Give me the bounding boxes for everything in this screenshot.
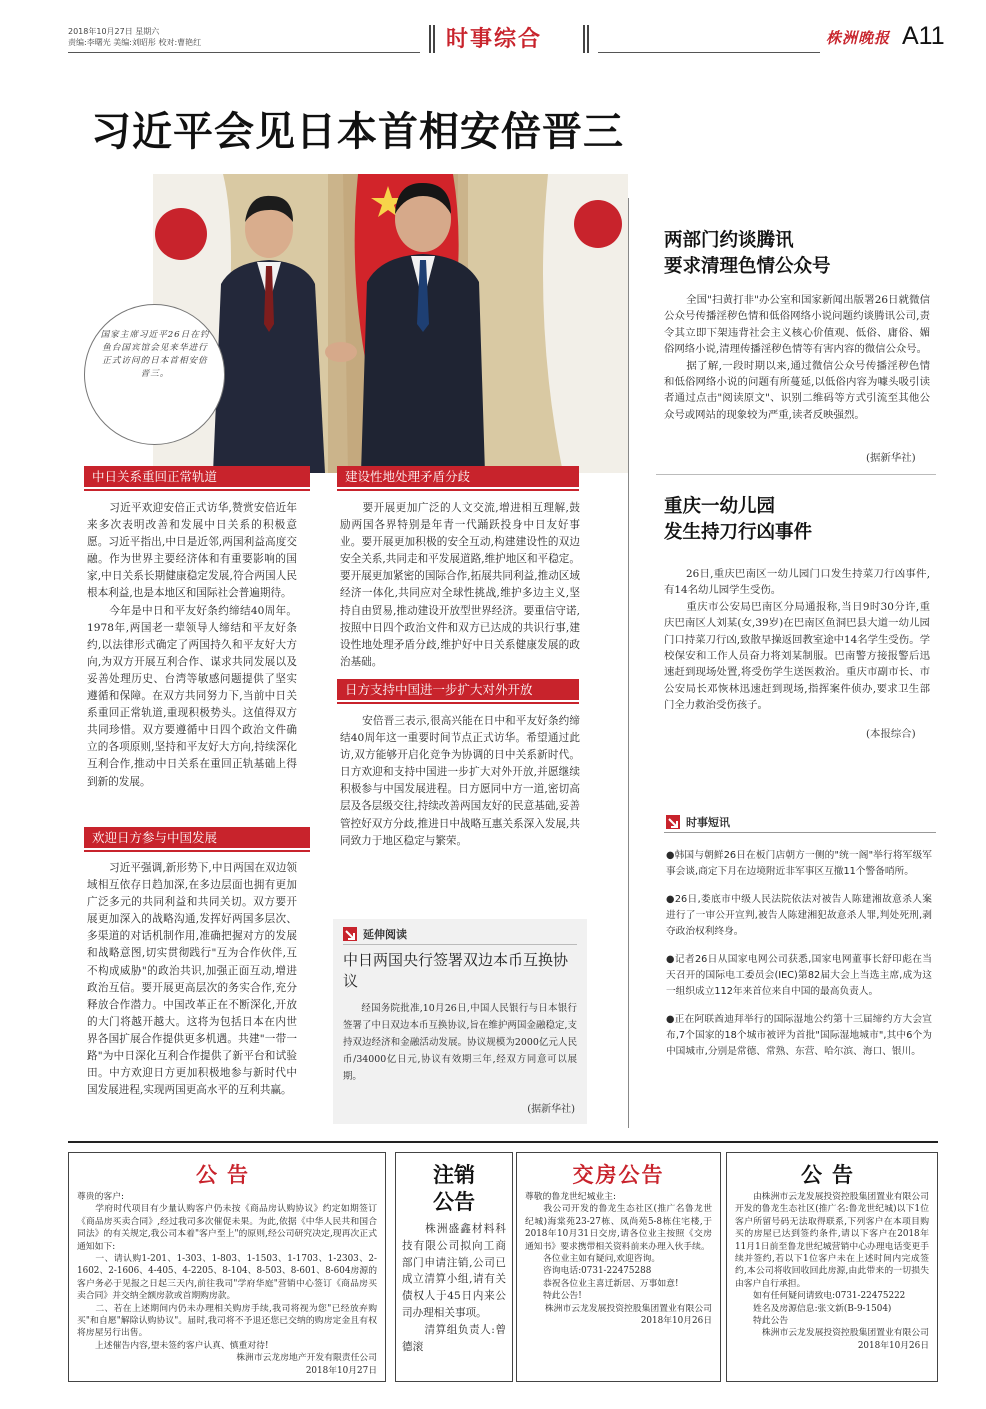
paragraph-text: 今年是中日和平友好条约缔结40周年。1978年,两国老一辈领导人缔结和平友好条约,以法律形式确定了两国持久和平友好大方向,为双方开展互利合作、谋求共同发展以及妥善处理历史、台湾等敏感问题提供了坚实遵循和保障。在双方共同努力下,当前中日关系重回正常轨道,重现积极势头。这值得双方共同珍惜。双方要遵循中日四个政治文件确立的各项原则,坚持和平友好大方向,持续深化互利合作,推动中日关系在重回正轨基础上得到新的发展。 (87, 604, 297, 788)
ad-paragraph (525, 1290, 712, 1302)
news-photo (153, 174, 628, 473)
section-head-relations: 中日关系重回正常轨道 (84, 466, 310, 487)
ad-date: 2018年10月26日 (857, 1340, 929, 1351)
ad-text: 清算组负责人:曾德滚 (402, 1323, 506, 1353)
ad-title-line-1: 注销 (433, 1162, 475, 1187)
arrow-icon (343, 927, 357, 941)
paragraph (87, 860, 297, 1099)
col2-sec3-body (340, 500, 580, 671)
ad-greeting: 尊贵的客户: (77, 1192, 124, 1202)
col3-art1-body (664, 292, 930, 423)
ad-title-line-2: 公告 (433, 1189, 475, 1214)
ad-paragraph (735, 1290, 929, 1302)
paragraph-text: 26日,重庆巴南区一幼儿园门口发生持菜刀行凶事件,有14名幼儿园学生受伤。 (664, 568, 930, 597)
section-head-opening: 日方支持中国进一步扩大对外开放 (337, 679, 579, 700)
extended-reading-source: (据新华社) (527, 1104, 575, 1115)
ad-title: 公告 (196, 1162, 258, 1187)
article-title-chongqing-1: 重庆一幼儿园 (664, 496, 776, 517)
ad-paragraph (402, 1221, 506, 1322)
ad-paragraph (77, 1340, 377, 1352)
header-rule-left (68, 52, 420, 53)
paragraph (343, 1000, 577, 1085)
deregistration-ad (395, 1152, 513, 1382)
ad-text: 如有任何疑问请致电:0731-22475222 (753, 1291, 906, 1302)
ad-text: 二、若在上述期间内仍未办理相关购房手续,我司将视为您"已经放弃购买"和自愿"解除认购协议"。届时,我司将不予退还您已交纳的购房定金且有权将房屋另行出售。 (77, 1303, 377, 1339)
briefs-tag: 时事短讯 (686, 816, 730, 829)
brief-item: ●记者26日从国家电网公司获悉,国家电网董事长舒印彪在当天召开的国际电工委员会(IEC)第82届大会上当选主席,成为这一组织成立112年来首位来自中国的最高负责人。 (666, 954, 932, 997)
paragraph-text: 全国"扫黄打非"办公室和国家新闻出版署26日就微信公众号传播淫秽色情和低俗网络小说问题约谈腾讯公司,责令其立即下架违背社会主义核心价值观、低俗、庸俗、媚俗网络小说,清理传播淫秽色情等有害内容的微信公众号。 (664, 294, 930, 356)
briefs-list (666, 848, 932, 1072)
ad-paragraph (735, 1303, 929, 1315)
paragraph (664, 566, 930, 599)
paragraph-text: 安倍晋三表示,很高兴能在日中和平友好条约缔结40周年这一重要时间节点正式访华。希望通过此访,双方能够开启化竞争为协调的日中关系新时代。日方欢迎和支持中国进一步扩大对外开放,并愿继续积极参与中国发展进程。日方愿同中方一道,密切高层及各层级交往,持续改善两国友好的民意基础,妥善管控好双方分歧,推进日中战略互惠关系深入发展,共同致力于地区稳定与繁荣。 (340, 715, 580, 847)
paragraph-text: 习近平欢迎安倍正式访华,赞赏安倍近年来多次表明改善和发展中日关系的积极意愿。习近平指出,中日是近邻,两国利益高度交融。作为世界主要经济体和有重要影响的国家,中日关系长期健康稳定发展,符合两国人民根本利益,也是本地区和国际社会普遍期待。 (87, 502, 297, 600)
header-bars-right (583, 25, 589, 53)
article-source: (据新华社) (866, 452, 916, 464)
paragraph (340, 500, 580, 671)
ad-text: 上述催告内容,望未签约客户认真、慎重对待! (95, 1340, 269, 1351)
ad-title: 交房公告 (572, 1162, 665, 1187)
ad-paragraph (77, 1303, 377, 1340)
ad-text: 特此公告 (753, 1316, 789, 1327)
paragraph-text: 要开展更加广泛的人文交流,增进相互理解,鼓励两国各界特别是年青一代踊跃投身中日友好事业。要开展更加积极的安全互动,构建建设性的双边安全关系,共同走和平发展道路,维护地区和平稳定。要开展更加紧密的国际合作,拓展共同利益,推动区域经济一体化,共同应对全球性挑战,维护多边主义,坚持自由贸易,推动建设开放型世界经济。要重信守诺,按照中日四个政治文件和双方已达成的共识行事,建设性地处理矛盾分歧,维护好中日关系健康发展的政治基础。 (340, 502, 580, 668)
paragraph (87, 603, 297, 791)
extended-reading-box (333, 919, 587, 1124)
ad-date: 2018年10月27日 (305, 1365, 377, 1376)
paragraph-text: 经国务院批准,10月26日,中国人民银行与日本银行签署了中日双边本币互换协议,旨在维护两国金融稳定,支持双边经济和金融活动发展。协议规模为2000亿元人民币/34000亿日元,协议有效期三年,经双方同意可以展期。 (343, 1003, 577, 1082)
column-divider (628, 198, 629, 1128)
ad-paragraph (525, 1203, 712, 1253)
briefs-rule (664, 832, 936, 833)
brief-item: ●韩国与朝鲜26日在板门店朝方一侧的"统一阁"举行将军级军事会谈,商定下月在边境附近非军事区互撤11个警备哨所。 (666, 850, 932, 877)
paragraph-text: 重庆市公安局巴南区分局通报称,当日9时30分许,重庆巴南区人刘某(女,39岁)在巴南区鱼洞巴县大道一幼儿园门口持菜刀行凶,致散早操返回教室途中14名学生受伤。学校保安和工作人员奋力将刘某制服。巴南警方接报警后迅速赶到现场处置,将受伤学生送医救治。重庆市副市长、市公安局长邓恢林迅速赶到现场,指挥案件侦办,要求卫生部门全力救治受伤孩子。 (664, 600, 930, 712)
ad-text: 学府时代项目有少量认购客户仍未按《商品房认购协议》约定如期签订《商品房买卖合同》,经过我司多次催促未果。为此,依据《中华人民共和国合同法》的有关规定,我公司本着"客户至上"的原则,经公司研究决定,现再次正式通知如下: (77, 1204, 377, 1252)
paragraph (87, 500, 297, 603)
paragraph (340, 713, 580, 850)
article-divider (656, 474, 936, 475)
brief-item: ●正在阿联酋迪拜举行的国际湿地公约第十三届缔约方大会宣布,7个国家的18个城市被评为首批"国际湿地城市",其中6个为中国城市,分别是常德、常熟、东营、哈尔滨、海口、银川。 (666, 1014, 932, 1057)
ad-text: 恭祝各位业主喜迁新居、万事如意! (543, 1278, 679, 1289)
ad-text: 我公司开发的鲁龙生态社区(推广名鲁龙世纪城)海棠苑23-27栋、凤尚苑5-8栋住宅楼,于2018年10月31日交房,请各位业主按照《交房通知书》要求携带相关资料前来办理入伙手续。 (525, 1204, 712, 1252)
ad-paragraph (735, 1315, 929, 1327)
photo-caption: 国家主席习近平26日在钓鱼台国宾馆会见来华进行正式访问的日本首相安倍晋三。 (100, 330, 210, 379)
section-head-disputes: 建设性地处理矛盾分歧 (337, 466, 579, 487)
col1-sec2-body (87, 860, 297, 1099)
ad-title: 公告 (801, 1162, 863, 1187)
ad-signature: 株洲市云龙发展投资控股集团置业有限公司 (761, 1328, 929, 1339)
ad-signature: 株洲市云龙房地产开发有限责任公司 (236, 1353, 377, 1364)
article-source: (本报综合) (866, 728, 916, 740)
ad-text: 特此公告! (543, 1291, 582, 1302)
ad-text: 一、请认购1-201、1-303、1-803、1-1503、1-1703、1-2303、2-1602、2-1606、4-405、4-2205、8-104、8-503、8-601、8-604房源的客户务必于见报之日起三天内,前往我司"学府华庭"营销中心签订《商品房买卖合同》并交纳全额房款或首期购房款。 (77, 1254, 377, 1302)
main-headline: 习近平会见日本首相安倍晋三 (91, 109, 624, 155)
editors-line: 责编:李曙光 美编:刘昭彤 校对:曹艳红 (68, 38, 202, 47)
ad-text: 姓名及房源信息:张文新(B-9-1504) (753, 1303, 892, 1314)
ads-top-rule (68, 1141, 938, 1143)
header-bars-left (429, 25, 435, 53)
ad-greeting: 尊敬的鲁龙世纪城业主: (525, 1192, 616, 1202)
ad-paragraph (525, 1265, 712, 1277)
article-title-chongqing-2: 发生持刀行凶事件 (664, 522, 813, 543)
ad-signature: 株洲市云龙发展投资控股集团置业有限公司 (544, 1303, 712, 1314)
notice-ad-2 (726, 1152, 938, 1382)
briefs-arrow-icon (666, 815, 680, 829)
ad-text: 咨询电话:0731-22475288 (543, 1266, 652, 1277)
ad-paragraph (77, 1203, 377, 1253)
ad-paragraph (525, 1253, 712, 1265)
paragraph (664, 358, 930, 424)
article-title-tencent-2: 要求清理色情公众号 (664, 256, 831, 277)
header-rule-right (598, 52, 820, 53)
page-number: A11 (902, 22, 945, 50)
extended-reading-tag: 延伸阅读 (363, 928, 407, 941)
paragraph (664, 292, 930, 358)
handover-notice-ad (516, 1152, 721, 1382)
extended-reading-body (343, 1000, 577, 1085)
ad-text: 由株洲市云龙发展投资控股集团置业有限公司开发的鲁龙生态社区(推广名:鲁龙世纪城)以下1位客户所留号码无法取得联系,下列客户在本项目购买的房屋已达到签约条件,请以下客户在2018年11月1日前至鲁龙世纪城营销中心办理电话变更手续并签约,若以下1位客户未在上述时间内完成签约,本公司将收回收回此房源,由此带来的一切损失由客户自行承担。 (735, 1192, 929, 1289)
ad-paragraph (77, 1253, 377, 1303)
paragraph (664, 599, 930, 714)
brief-item: ●26日,娄底市中级人民法院依法对被告人陈建湘故意杀人案进行了一审公开宣判,被告人陈建湘犯故意杀人罪,判处死刑,剥夺政治权利终身。 (666, 894, 932, 937)
notice-ad-1 (68, 1152, 386, 1382)
paragraph-text: 据了解,一段时期以来,通过微信公众号传播淫秽色情和低俗网络小说的问题有所蔓延,以低俗内容为噱头吸引读者通过点击"阅读原文"、识别二维码等方式引流至其他公众号或网站的现象较为严重,读者反映强烈。 (664, 359, 930, 421)
date-line: 2018年10月27日 星期六 (68, 27, 160, 36)
paper-logo: 株洲晚报 (826, 29, 891, 47)
ad-date: 2018年10月26日 (640, 1316, 712, 1327)
ad-text: 各位业主如有疑问,欢迎咨询。 (543, 1254, 661, 1265)
photo-illustration (153, 174, 628, 473)
extended-reading-title: 中日两国央行签署双边本币互换协议 (343, 951, 569, 990)
ad-text: 株洲盛鑫材料科技有限公司拟向工商部门申请注销,公司已成立清算小组,请有关债权人于45日内来公司办理相关事项。 (402, 1223, 506, 1319)
paragraph-text: 习近平强调,新形势下,中日两国在双边领域相互依存日趋加深,在多边层面也拥有更加广泛多元的共同利益和共同关切。双方要开展更加深入的战略沟通,发挥好两国多层次、多渠道的对话机制作用,准确把握对方的发展和战略意图,切实贯彻践行"互为合作伙伴,互不构成威胁"的政治共识,加强正面互动,增进政治互信。要开展更高层次的务实合作,充分释放合作潜力。中国改革正在不断深化,开放的大门将越开越大。这将为包括日本在内世界各国扩展合作提供更多机遇。共建"一带一路"为中日深化互利合作提供了新平台和试验田。中方欢迎日方更加积极地参与新时代中国发展进程,实现两国更高水平的互利共赢。 (87, 862, 297, 1097)
section-title: 时事综合 (446, 26, 543, 52)
ad-paragraph (525, 1278, 712, 1290)
ad-paragraph (735, 1191, 929, 1290)
col1-sec1-body (87, 500, 297, 791)
ad-signature (402, 1322, 506, 1356)
section-head-development: 欢迎日方参与中国发展 (84, 827, 310, 848)
col2-sec4-body (340, 713, 580, 850)
extended-reading-rule (343, 944, 577, 945)
col3-art2-body (664, 566, 930, 714)
article-title-tencent-1: 两部门约谈腾讯 (664, 230, 794, 251)
